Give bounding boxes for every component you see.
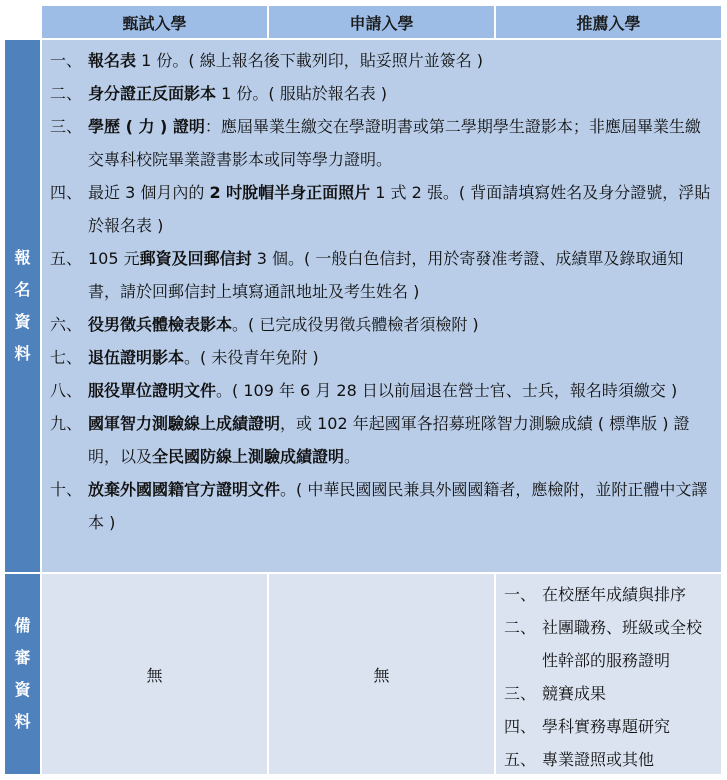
list-item-text: 競賽成果 bbox=[542, 684, 607, 703]
review-label-char: 備 bbox=[14, 616, 31, 635]
list-item-number: 五、 bbox=[504, 750, 537, 769]
list-item-number: 二、 bbox=[50, 84, 83, 103]
list-item-text bbox=[88, 77, 713, 110]
list-item-number: 一、 bbox=[50, 51, 83, 70]
list-item bbox=[504, 710, 717, 743]
plain-text: 最近 3 個月內的 bbox=[88, 183, 210, 202]
emphasized-text: 放棄外國國籍官方證明文件 bbox=[88, 480, 281, 499]
header-application-admission: 申請入學 bbox=[268, 5, 495, 39]
plain-text: 1 份。( 服貼於報名表 ) bbox=[216, 84, 388, 103]
list-item bbox=[504, 677, 717, 710]
admission-requirements-table bbox=[4, 5, 722, 775]
plain-text: 1 份。( 線上報名後下載列印，貼妥照片並簽名 ) bbox=[136, 51, 484, 70]
emphasized-text: 役男徵兵體檢表影本 bbox=[88, 315, 233, 334]
header-screening-admission: 甄試入學 bbox=[41, 5, 268, 39]
review-label-char: 資 bbox=[14, 680, 31, 699]
list-item-text bbox=[88, 242, 713, 308]
plain-text: 。 bbox=[344, 447, 361, 466]
plain-text: 1 式 2 張。( 背面請填寫姓名及身分證號，浮貼於報名表 ) bbox=[88, 183, 711, 235]
review-application-none: 無 bbox=[268, 573, 495, 775]
list-item-number: 二、 bbox=[504, 618, 537, 637]
plain-text: 105 元 bbox=[88, 249, 140, 268]
list-item-number: 三、 bbox=[50, 117, 83, 136]
header-recommendation-admission: 推薦入學 bbox=[495, 5, 722, 39]
list-item-number: 三、 bbox=[504, 684, 537, 703]
emphasized-text: 報名表 bbox=[88, 51, 137, 70]
emphasized-text: 服役單位證明文件 bbox=[88, 381, 217, 400]
list-item-text: 學科實務專題研究 bbox=[542, 717, 671, 736]
list-item bbox=[504, 611, 717, 677]
list-item bbox=[50, 473, 713, 539]
list-item-number: 十、 bbox=[50, 480, 83, 499]
list-item-number: 一、 bbox=[504, 585, 537, 604]
emphasized-text: 全民國防線上測驗成績證明 bbox=[152, 447, 345, 466]
plain-text: 。( 未役青年免附 ) bbox=[184, 348, 319, 367]
header-corner bbox=[4, 5, 41, 39]
list-item-text bbox=[88, 473, 713, 539]
list-item bbox=[50, 176, 713, 242]
emphasized-text: 身分證正反面影本 bbox=[88, 84, 217, 103]
list-item-text bbox=[88, 308, 713, 341]
registration-documents-list bbox=[41, 39, 722, 573]
list-item-text bbox=[88, 341, 713, 374]
review-recommendation-list bbox=[495, 573, 722, 775]
list-item-number: 六、 bbox=[50, 315, 83, 334]
list-item-text: 社團職務、班級或全校性幹部的服務證明 bbox=[542, 618, 703, 670]
list-item bbox=[50, 308, 713, 341]
review-label-char: 審 bbox=[14, 648, 31, 667]
list-item bbox=[50, 407, 713, 473]
list-item-number: 四、 bbox=[50, 183, 83, 202]
list-item-number: 八、 bbox=[50, 381, 83, 400]
review-screening-none: 無 bbox=[41, 573, 268, 775]
list-item-text bbox=[88, 374, 713, 407]
list-item bbox=[50, 374, 713, 407]
review-label-char: 料 bbox=[14, 712, 31, 731]
list-item bbox=[504, 578, 717, 611]
registration-label-char: 料 bbox=[14, 344, 31, 363]
list-item bbox=[50, 341, 713, 374]
plain-text: 。( 109 年 6 月 28 日以前屆退在營士官、士兵，報名時須繳交 ) bbox=[216, 381, 678, 400]
list-item bbox=[50, 77, 713, 110]
plain-text: 。( 中華民國國民兼具外國國籍者，應檢附，並附正體中文譯本 ) bbox=[88, 480, 708, 532]
list-item-number: 五、 bbox=[50, 249, 83, 268]
list-item-text bbox=[88, 44, 713, 77]
registration-label-char: 名 bbox=[14, 280, 31, 299]
emphasized-text: 學歷 ( 力 ) 證明 bbox=[88, 117, 205, 136]
list-item bbox=[50, 110, 713, 176]
list-item-number: 九、 bbox=[50, 414, 83, 433]
registration-documents-label bbox=[4, 39, 41, 573]
list-item-text bbox=[88, 176, 713, 242]
list-item-text: 在校歷年成績與排序 bbox=[542, 585, 687, 604]
list-item bbox=[50, 44, 713, 77]
list-item-number: 七、 bbox=[50, 348, 83, 367]
registration-label-char: 資 bbox=[14, 312, 31, 331]
plain-text: ，或 102 年起國軍各招募班隊智力測驗成績 ( 標準版 ) 證明，以及 bbox=[88, 414, 690, 466]
list-item-text bbox=[88, 407, 713, 473]
list-item bbox=[50, 242, 713, 308]
plain-text: 3 個。( 一般白色信封，用於寄發准考證、成績單及錄取通知書，請於回郵信封上填寫通訊地址及考生姓名 ) bbox=[88, 249, 684, 301]
list-item-number: 四、 bbox=[504, 717, 537, 736]
emphasized-text: 國軍智力測驗線上成績證明 bbox=[88, 414, 281, 433]
emphasized-text: 退伍證明影本 bbox=[88, 348, 185, 367]
emphasized-text: 2 吋脫帽半身正面照片 bbox=[209, 183, 371, 202]
list-item-text bbox=[88, 110, 713, 176]
plain-text: ：應屆畢業生繳交在學證明書或第二學期學生證影本；非應屆畢業生繳交專科校院畢業證書影本或同等學力證明。 bbox=[88, 117, 701, 169]
review-documents-label bbox=[4, 573, 41, 775]
registration-label-char: 報 bbox=[14, 248, 31, 267]
plain-text: 。( 已完成役男徵兵體檢者須檢附 ) bbox=[232, 315, 479, 334]
emphasized-text: 郵資及回郵信封 bbox=[139, 249, 252, 268]
list-item-text: 專業證照或其他 bbox=[542, 750, 655, 769]
list-item bbox=[504, 743, 717, 776]
